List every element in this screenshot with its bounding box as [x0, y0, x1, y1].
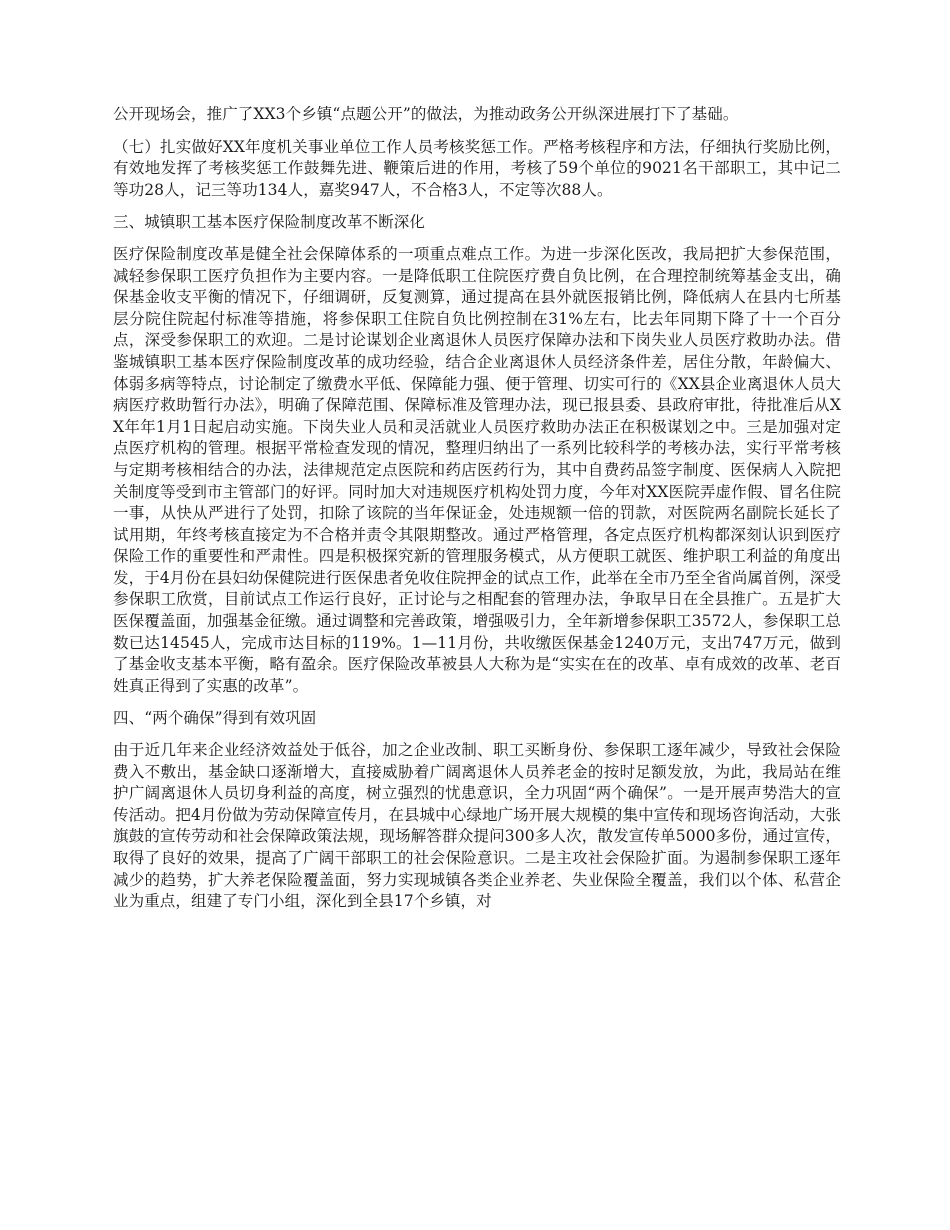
document-page [113, 104, 841, 924]
paragraph-two-guarantees: 由于近几年来企业经济效益处于低谷，加之企业改制、职工买断身份、参保职工逐年减少，导致社会保险费入不敷出，基金缺口逐渐增大，直接威胁着广阔离退休人员养老金的按时足额发放，为此，我局站在维护广阔离退休人员切身利益的高度，树立强烈的忧患意识，全力巩固“两个确保”。一是开展声势浩大的宣传活动。把4月份做为劳动保障宣传月，在县城中心绿地广场开展大规模的集中宣传和现场咨询活动，大张旗鼓的宣传劳动和社会保障政策法规，现场解答群众提问300多人次，散发宣传单5000多份，通过宣传，取得了良好的效果，提高了广阔干部职工的社会保险意识。二是主攻社会保险扩面。为遏制参保职工逐年减少的趋势，扩大养老保险覆盖面，努力实现城镇各类企业养老、失业保险全覆盖，我们以个体、私营企业为重点，组建了专门小组，深化到全县17个乡镇，对 [113, 741, 841, 911]
section-heading-two-guarantees: 四、“两个确保”得到有效巩固 [113, 709, 317, 728]
paragraph-medical-insurance-reform: 医疗保险制度改革是健全社会保障体系的一项重点难点工作。为进一步深化医改，我局把扩大参保范围，减轻参保职工医疗负担作为主要内容。一是降低职工住院医疗费自负比例，在合理控制统筹基金支出，确保基金收支平衡的情况下，仔细调研，反复测算，通过提高在县外就医报销比例，降低病人在县内七所基层分院住院起付标准等措施，将参保职工住院自负比例控制在31%左右，比去年同期下降了十一个百分点，深受参保职工的欢迎。二是讨论谋划企业离退休人员医疗保障办法和下岗失业人员医疗救助办法。借鉴城镇职工基本医疗保险制度改革的成功经验，结合企业离退休人员经济条件差，居住分散，年龄偏大、体弱多病等特点，讨论制定了缴费水平低、保障能力强、便于管理、切实可行的《XX县企业离退休人员大病医疗救助暂行办法》，明确了保障范围、保障标准及管理办法，现已报县委、县政府审批，待批准后从XX年年1月1日起启动实施。下岗失业人员和灵活就业人员医疗救助办法正在积极谋划之中。三是加强对定点医疗机构的管理。根据平常检查发现的情况，整理归纳出了一系列比较科学的考核办法，实行平常考核与定期考核相结合的办法，法律规范定点医院和药店医药行为，其中自费药品签字制度、医保病人入院把关制度等受到市主管部门的好评。同时加大对违规医疗机构处罚力度，今年对XX医院弄虚作假、冒名住院一事，从快从严进行了处罚，扣除了该院的当年保证金，处违规额一倍的罚款，对医院两名副院长延长了试用期，年终考核直接定为不合格并责令其限期整改。通过严格管理，各定点医疗机构都深刻认识到医疗保险工作的重要性和严肃性。四是积极探究新的管理服务模式，从方便职工就医、维护职工利益的角度出发，于4月份在县妇幼保健院进行医保患者免收住院押金的试点工作，此举在全市乃至全省尚属首例，深受参保职工欣赏，目前试点工作运行良好，正讨论与之相配套的管理办法，争取早日在全县推广。五是扩大医保覆盖面，加强基金征缴。通过调整和完善政策，增强吸引力，全年新增参保职工3572人，参保职工总数已达14545人，完成市达目标的119%。1—11月份，共收缴医保基金1240万元，支出747万元，做到了基金收支基本平衡，略有盈余。医疗保险改革被县人大称为是“实实在在的改革、卓有成效的改革、老百姓真正得到了实惠的改革”。 [113, 244, 841, 695]
paragraph-annual-assessment: （七）扎实做好XX年度机关事业单位工作人员考核奖惩工作。严格考核程序和方法，仔细执行奖励比例，有效地发挥了考核奖惩工作鼓舞先进、鞭策后进的作用，考核了59个单位的9021名干部职工，其中记二等功28人，记三等功134人，嘉奖947人，不合格3人，不定等次88人。 [113, 137, 841, 199]
paragraph-publicity-meeting: 公开现场会，推广了XX3个乡镇“点题公开”的做法，为推动政务公开纵深进展打下了基础。 [113, 105, 739, 123]
section-heading-medical-insurance: 三、城镇职工基本医疗保险制度改革不断深化 [113, 213, 426, 232]
